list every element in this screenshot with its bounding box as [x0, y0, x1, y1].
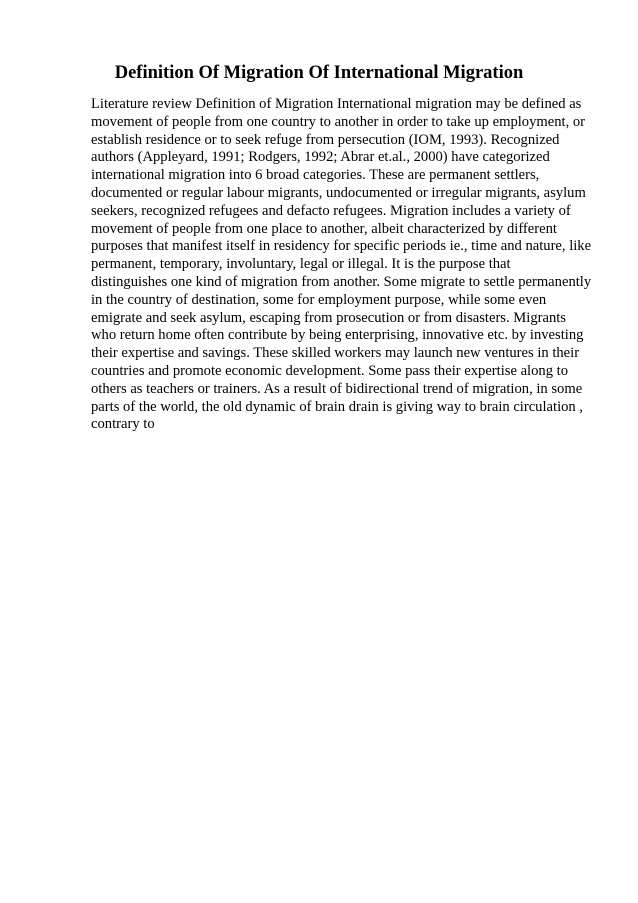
body-line: contrary to	[91, 416, 155, 433]
body-line: seekers, recognized refugees and defacto refugees. Migration includes a variety of	[91, 202, 571, 219]
body-line: Literature review Definition of Migration International migration may be defined as	[91, 96, 582, 112]
body-line: movement of people from one country to another in order to take up employment, or	[91, 113, 586, 130]
body-line: distinguishes one kind of migration from another. Some migrate to settle permanently	[91, 273, 592, 290]
body-line: emigrate and seek asylum, escaping from prosecution or from disasters. Migrants	[91, 309, 566, 326]
body-line: permanent, temporary, involuntary, legal or illegal. It is the purpose that	[91, 256, 511, 273]
body-line: in the country of destination, some for employment purpose, while some even	[91, 291, 547, 308]
document-body	[91, 96, 591, 434]
body-line: international migration into 6 broad categories. These are permanent settlers,	[91, 167, 540, 184]
body-line: their expertise and savings. These skilled workers may launch new ventures in their	[91, 345, 580, 362]
body-line: countries and promote economic development. Some pass their expertise along to	[91, 362, 569, 379]
body-line: others as teachers or trainers. As a result of bidirectional trend of migration, in some	[91, 380, 583, 397]
body-line: parts of the world, the old dynamic of brain drain is giving way to brain circulation ,	[91, 398, 584, 415]
body-line: authors (Appleyard, 1991; Rodgers, 1992; Abrar et.al., 2000) have categorized	[91, 149, 550, 166]
body-line: purposes that manifest itself in residency for specific periods ie., time and nature, like	[91, 238, 592, 255]
body-line: documented or regular labour migrants, undocumented or irregular migrants, asylum	[91, 184, 586, 201]
document-title: Definition Of Migration Of International Migration	[114, 63, 524, 83]
body-line: establish residence or to seek refuge from persecution (IOM, 1993). Recognized	[91, 131, 560, 148]
body-line: movement of people from one place to another, albeit characterized by different	[91, 220, 557, 237]
body-line: who return home often contribute by being enterprising, innovative etc. by investing	[91, 327, 584, 344]
